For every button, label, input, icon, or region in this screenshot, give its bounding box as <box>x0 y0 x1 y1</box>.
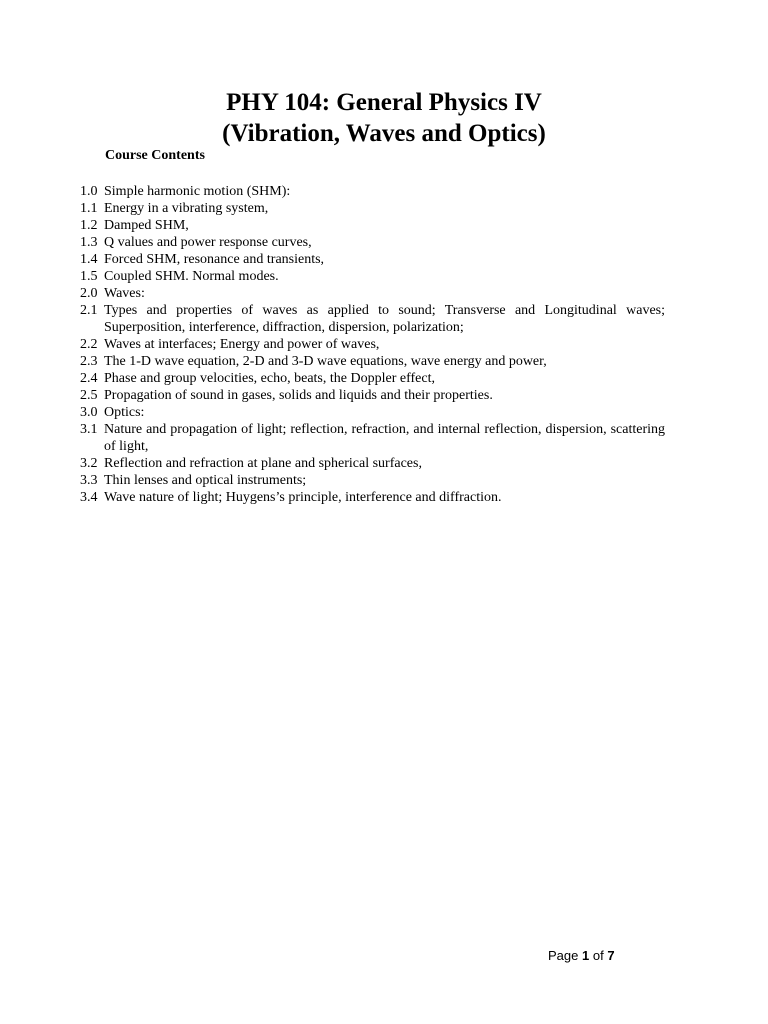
item-text: Types and properties of waves as applied to sound; Transverse and Longitudinal waves; Superposition, interference, diffraction, dispersion, polarization; <box>104 303 665 335</box>
item-number: 2.4 <box>80 371 98 386</box>
item-number: 3.1 <box>80 422 98 437</box>
list-item <box>80 489 665 506</box>
item-text: Optics: <box>104 405 145 420</box>
list-item <box>80 183 665 200</box>
list-item <box>80 455 665 472</box>
list-item <box>80 472 665 489</box>
item-text: Propagation of sound in gases, solids and liquids and their properties. <box>104 388 493 403</box>
item-text: The 1-D wave equation, 2-D and 3-D wave equations, wave energy and power, <box>104 354 547 369</box>
list-item <box>80 200 665 217</box>
item-number: 3.0 <box>80 405 98 420</box>
list-item <box>80 234 665 251</box>
item-text: Thin lenses and optical instruments; <box>104 473 307 488</box>
item-number: 1.5 <box>80 269 98 284</box>
item-text: Wave nature of light; Huygens’s principle, interference and diffraction. <box>104 490 502 505</box>
item-number: 1.4 <box>80 252 98 267</box>
list-item <box>80 302 665 336</box>
item-text: Waves: <box>104 286 145 301</box>
item-text: Coupled SHM. Normal modes. <box>104 269 279 284</box>
item-number: 2.5 <box>80 388 98 403</box>
item-text: Reflection and refraction at plane and spherical surfaces, <box>104 456 422 471</box>
item-number: 1.3 <box>80 235 98 250</box>
item-number: 3.4 <box>80 490 98 505</box>
list-item <box>80 404 665 421</box>
item-text: Simple harmonic motion (SHM): <box>104 184 291 199</box>
page-of-label: of <box>592 948 604 963</box>
item-text: Phase and group velocities, echo, beats, the Doppler effect, <box>104 371 435 386</box>
list-item <box>80 336 665 353</box>
list-item <box>80 268 665 285</box>
item-text: Nature and propagation of light; reflection, refraction, and internal reflection, dispersion, scattering of light, <box>104 422 665 454</box>
section-heading-course-contents: Course Contents <box>105 148 205 163</box>
item-number: 2.1 <box>80 303 98 318</box>
page-total: 7 <box>607 948 615 963</box>
item-text: Energy in a vibrating system, <box>104 201 269 216</box>
item-text: Forced SHM, resonance and transients, <box>104 252 325 267</box>
list-item <box>80 217 665 234</box>
item-number: 1.1 <box>80 201 98 216</box>
item-text: Q values and power response curves, <box>104 235 312 250</box>
item-number: 1.0 <box>80 184 98 199</box>
list-item <box>80 387 665 404</box>
document-title: PHY 104: General Physics IV <box>226 89 542 116</box>
list-item <box>80 421 665 455</box>
item-text: Damped SHM, <box>104 218 189 233</box>
list-item <box>80 353 665 370</box>
item-number: 2.2 <box>80 337 98 352</box>
course-contents-list <box>80 183 665 506</box>
item-number: 3.3 <box>80 473 98 488</box>
item-number: 2.0 <box>80 286 98 301</box>
item-number: 1.2 <box>80 218 98 233</box>
document-subtitle: (Vibration, Waves and Optics) <box>222 120 546 147</box>
item-text: Waves at interfaces; Energy and power of waves, <box>104 337 380 352</box>
list-item <box>80 370 665 387</box>
item-number: 3.2 <box>80 456 98 471</box>
page-current: 1 <box>582 948 590 963</box>
page-label: Page <box>548 948 579 963</box>
item-number: 2.3 <box>80 354 98 369</box>
list-item <box>80 251 665 268</box>
list-item <box>80 285 665 302</box>
page-number-footer <box>548 948 615 964</box>
